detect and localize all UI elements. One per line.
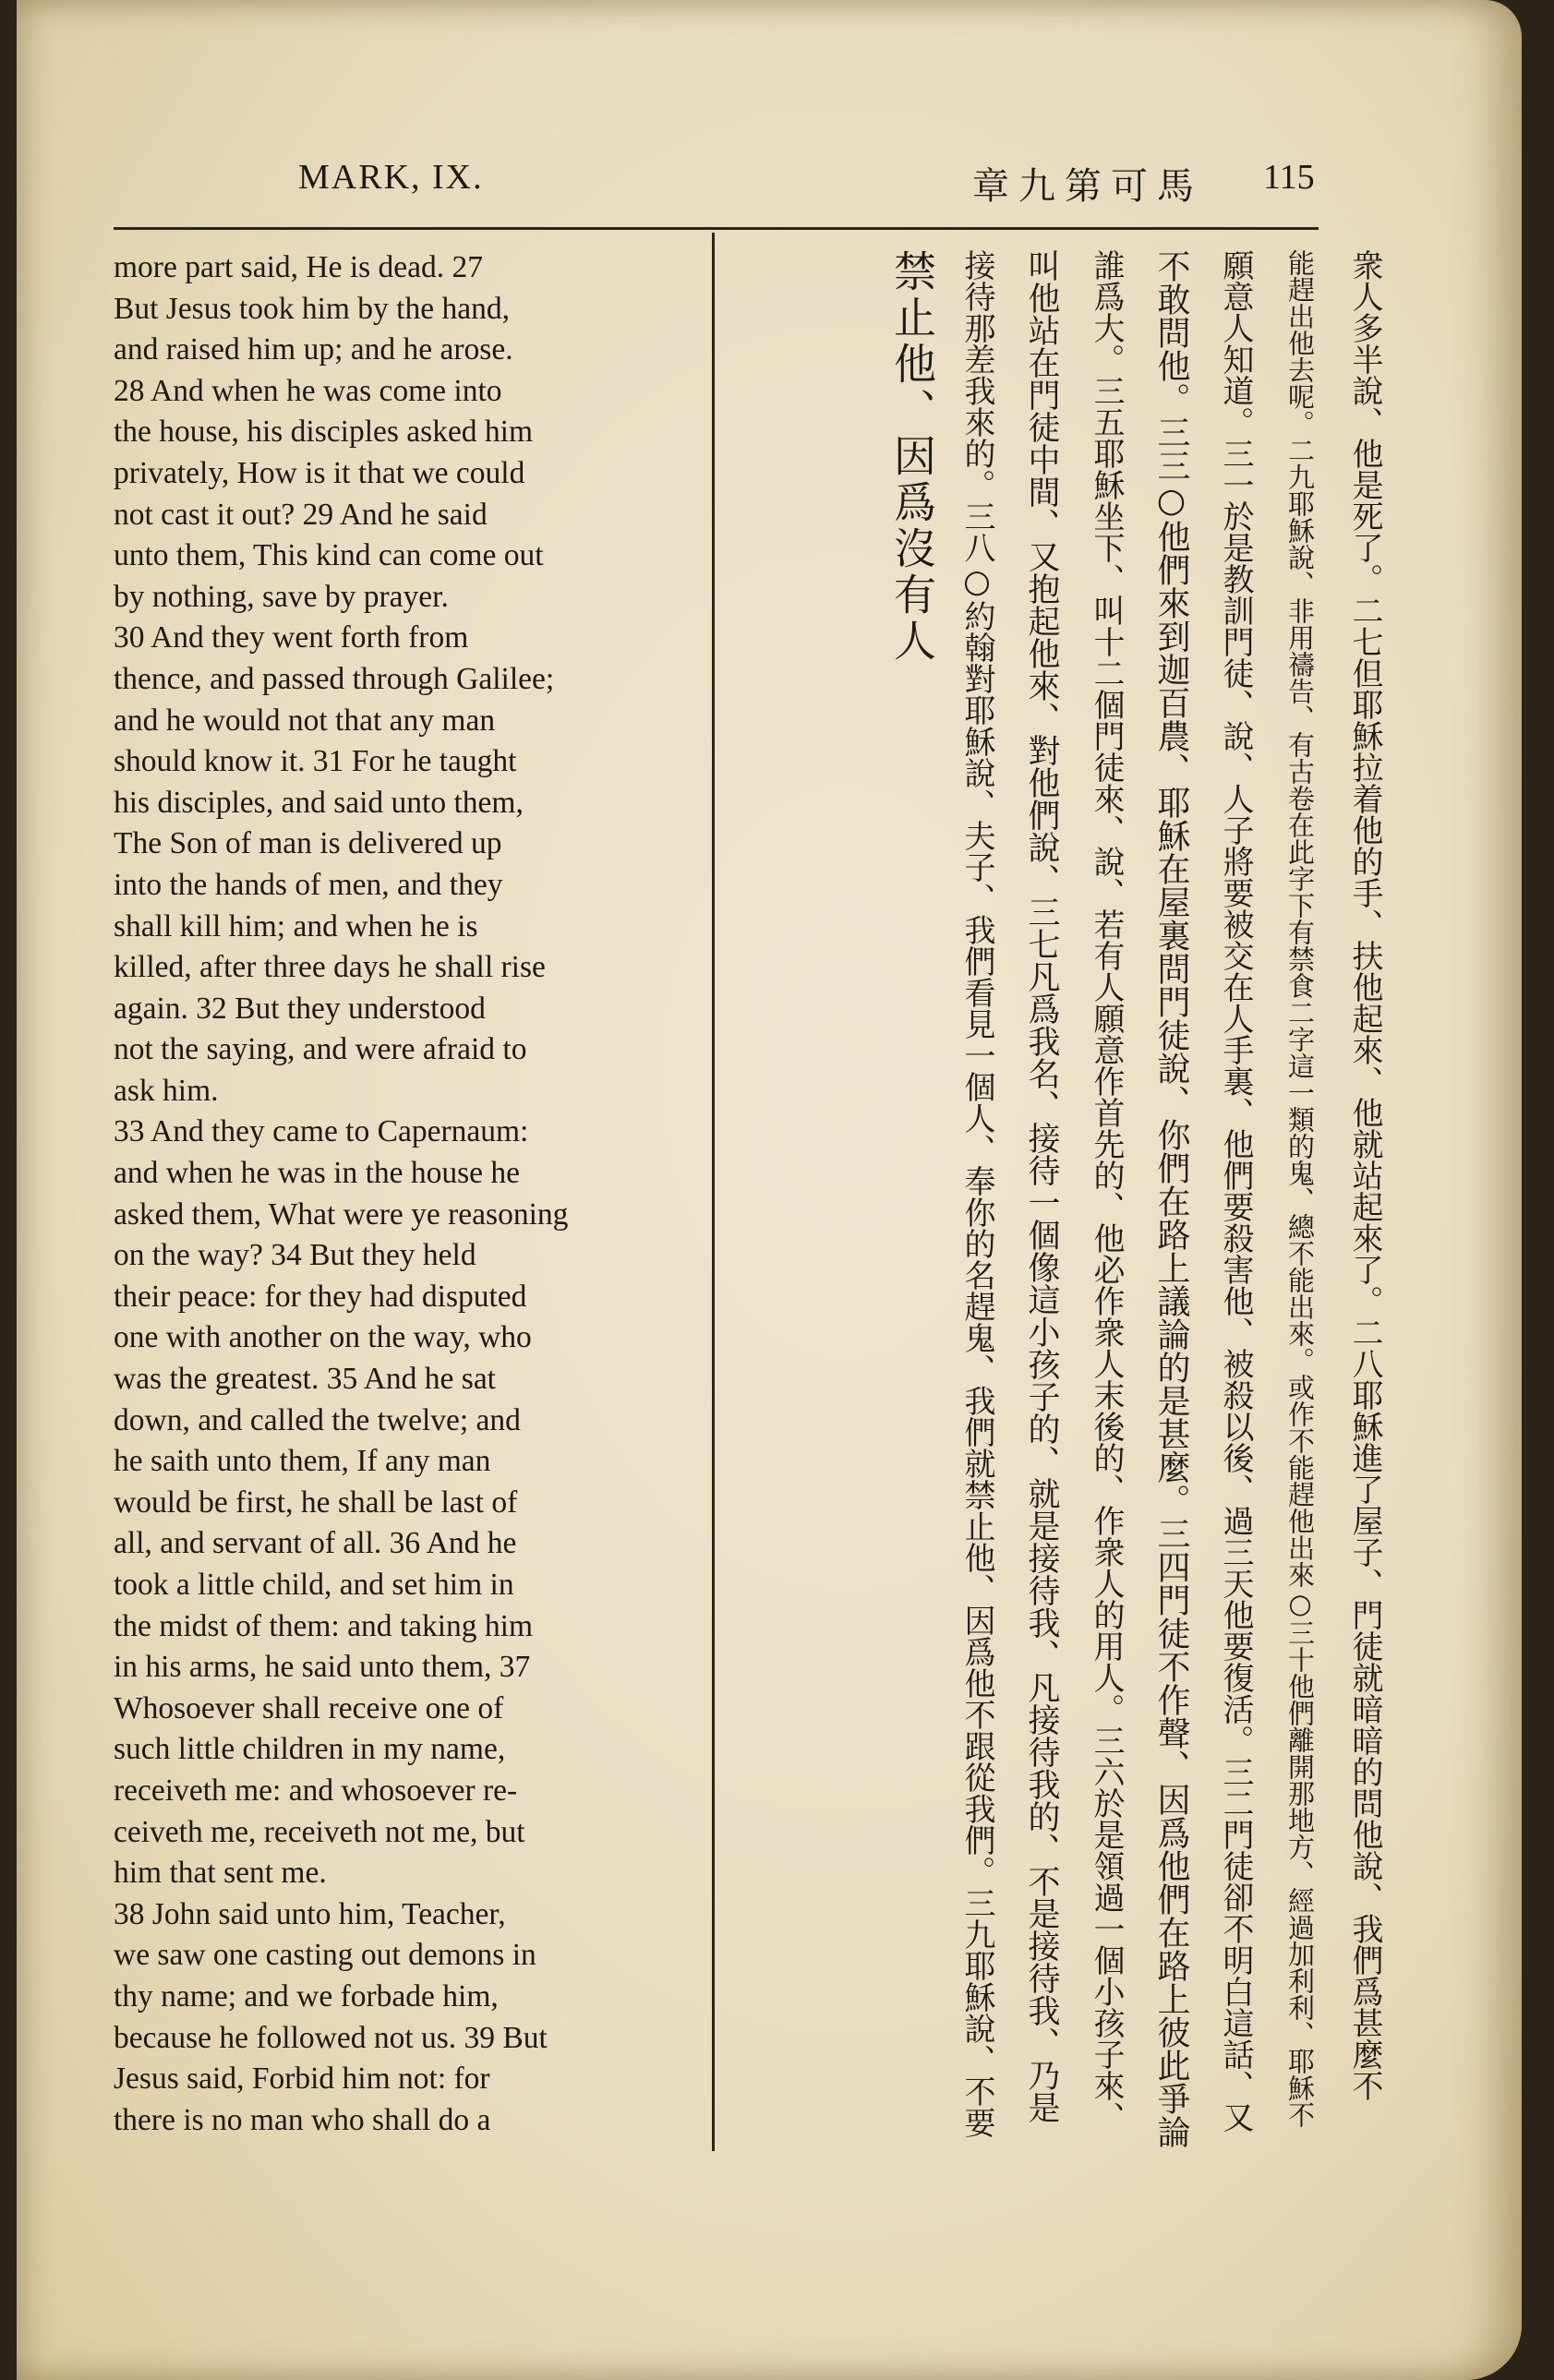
page-number: 115 [1263, 158, 1315, 197]
english-paragraph: more part said, He is dead. 27 But Jesus took him by the hand, and raised him up; and he arose. 28 And when he was come into the house, his disciples asked him privately, How is it that we could not cast it out? 29 And he said unto them, This kind can come out by nothing, save by prayer. [114, 250, 544, 614]
english-column [114, 247, 703, 2141]
chinese-line: 願意人知道。三一於是教訓門徒、說、人子將要被交在人手裏、他們要殺害他、被殺以後、過三天他要復活。三二門徒卻不明白這話、又 [1217, 249, 1254, 2133]
english-paragraph: 33 And they came to Capernaum: and when he was in the house he asked them, What were ye reasoning on the way? 34 But they held their peace: for they had disputed one with another on the way, who was the greatest. 35 And he sat down, and called the twelve; and he saith unto them, If any man would be first, he shall be last of all, and servant of all. 36 And he took a little child, and set him in the midst of them: and taking him in his arms, he said unto them, 37 Whosoever shall receive one of such little children in my name, receiveth me: and whosoever re- ceiveth me, receiveth not me, but him that sent me. [114, 1114, 569, 1891]
chinese-line: 誰爲大。三五耶穌坐下、叫十二個門徒來、說、若有人願意作首先的、他必作衆人末後的、作衆人的用人。三六於是領過一個小孩子來、 [1088, 249, 1125, 2133]
english-paragraph: 38 John said unto him, Teacher, we saw one casting out demons in thy name; and we forbade him, because he followed not us. 39 But Jesus said, Forbid him not: for there is no man who shall do a [114, 1896, 548, 2137]
header-book-title: MARK, IX. [298, 158, 484, 197]
chinese-column [728, 249, 1392, 2170]
running-header [100, 157, 1448, 222]
english-paragraph: 30 And they went forth from thence, and passed through Galilee; and he would not that any man should know it. 31 For he taught his disciples, and said unto them, The Son of man is delivered up into the hands of men, and they shall kill him; and when he is killed, after three days he shall rise again. 32 But they understood not the saying, and were afraid to ask him. [114, 620, 555, 1108]
chinese-line: 接待那差我來的。三八○約翰對耶穌說、夫子、我們看見一個人、奉你的名趕鬼、我們就禁止他、因爲他不跟從我們。三九耶穌說、不要 [958, 249, 995, 2138]
book-page [17, 0, 1522, 2380]
column-divider [712, 233, 715, 2151]
chinese-line: 能趕出他去呢。二九耶穌說、非用禱告、有古卷在此字下有禁食二字這一類的鬼、總不能出來。或作不能趕他出來○三十他們離開那地方、經過加利利、耶穌不 [1284, 249, 1316, 2128]
chinese-line: 叫他站在門徒中間、又抱起他來、對他們說、三七凡爲我名、接待一個像這小孩子的、就是接待我、凡接待我的、不是接待我、乃是 [1023, 249, 1060, 2123]
header-chinese-title: 章九第可馬 [972, 165, 1203, 208]
header-rule [114, 227, 1319, 230]
chinese-line: 不敢問他。三三○他們來到迦百農、耶穌在屋裏問門徒說、你們在路上議論的是甚麼。三四門徒不作聲、因爲他們在路上彼此爭論 [1152, 249, 1190, 2148]
chinese-line: 衆人多半說、他是死了。二七但耶穌拉着他的手、扶他起來、他就站起來了。二八耶穌進了屋子、門徒就暗暗的問他說、我們爲甚麼不 [1346, 249, 1383, 2101]
chinese-line: 禁止他、因爲沒有人 [887, 249, 937, 665]
